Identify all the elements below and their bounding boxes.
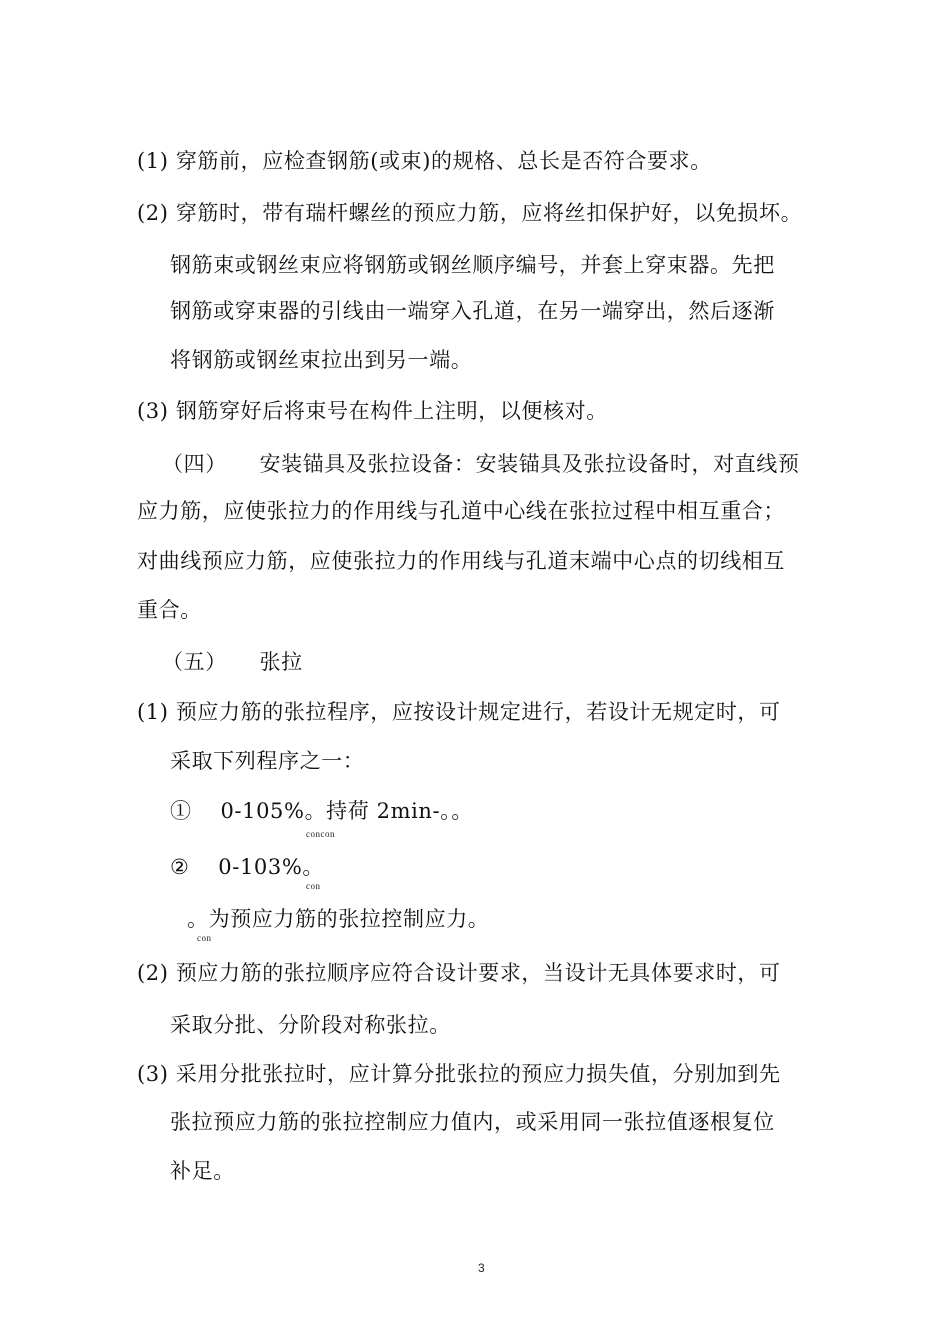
text-line: (1) 预应力筋的张拉程序，应按设计规定进行，若设计无规定时，可: [137, 700, 781, 724]
text-line: (2) 预应力筋的张拉顺序应符合设计要求，当设计无具体要求时，可: [137, 961, 781, 985]
page-number: 3: [478, 1261, 485, 1275]
text-line: 将钢筋或钢丝束拉出到另一端。: [170, 348, 473, 372]
list-item-2: ② 0-103%。: [170, 855, 324, 879]
section-heading-5: （五） 张拉: [162, 650, 303, 674]
list-item-1: ① 0-105%。持荷 2min-。。: [170, 799, 473, 823]
text-line: 钢筋或穿束器的引线由一端穿入孔道，在另一端穿出，然后逐渐: [170, 299, 775, 323]
text-line: 采取分批、分阶段对称张拉。: [170, 1013, 451, 1037]
text-line: 张拉预应力筋的张拉控制应力值内，或采用同一张拉值逐根复位: [170, 1110, 775, 1134]
text-line: 重合。: [137, 598, 202, 622]
text-line: (2) 穿筋时，带有瑞杆螺丝的预应力筋，应将丝扣保护好，以免损坏。: [137, 201, 803, 225]
text-line: 应力筋，应使张拉力的作用线与孔道中心线在张拉过程中相互重合；: [137, 499, 785, 523]
subscript: con: [197, 933, 212, 943]
text-line: 对曲线预应力筋，应使张拉力的作用线与孔道末端中心点的切线相互: [137, 549, 785, 573]
subscript: con: [306, 881, 321, 891]
text-line: 钢筋束或钢丝束应将钢筋或钢丝顺序编号，并套上穿束器。先把: [170, 253, 775, 277]
text-line: 补足。: [170, 1159, 235, 1183]
text-line: 采取下列程序之一：: [170, 749, 365, 773]
subscript: concon: [306, 829, 335, 839]
text-line: (1) 穿筋前，应检查钢筋(或束)的规格、总长是否符合要求。: [137, 149, 712, 173]
section-heading-4: （四） 安装锚具及张拉设备：安装锚具及张拉设备时，对直线预: [162, 452, 800, 476]
text-line: (3) 钢筋穿好后将束号在构件上注明，以便核对。: [137, 399, 608, 423]
text-line: 。为预应力筋的张拉控制应力。: [187, 907, 490, 931]
text-line: (3) 采用分批张拉时，应计算分批张拉的预应力损失值，分别加到先: [137, 1062, 781, 1086]
